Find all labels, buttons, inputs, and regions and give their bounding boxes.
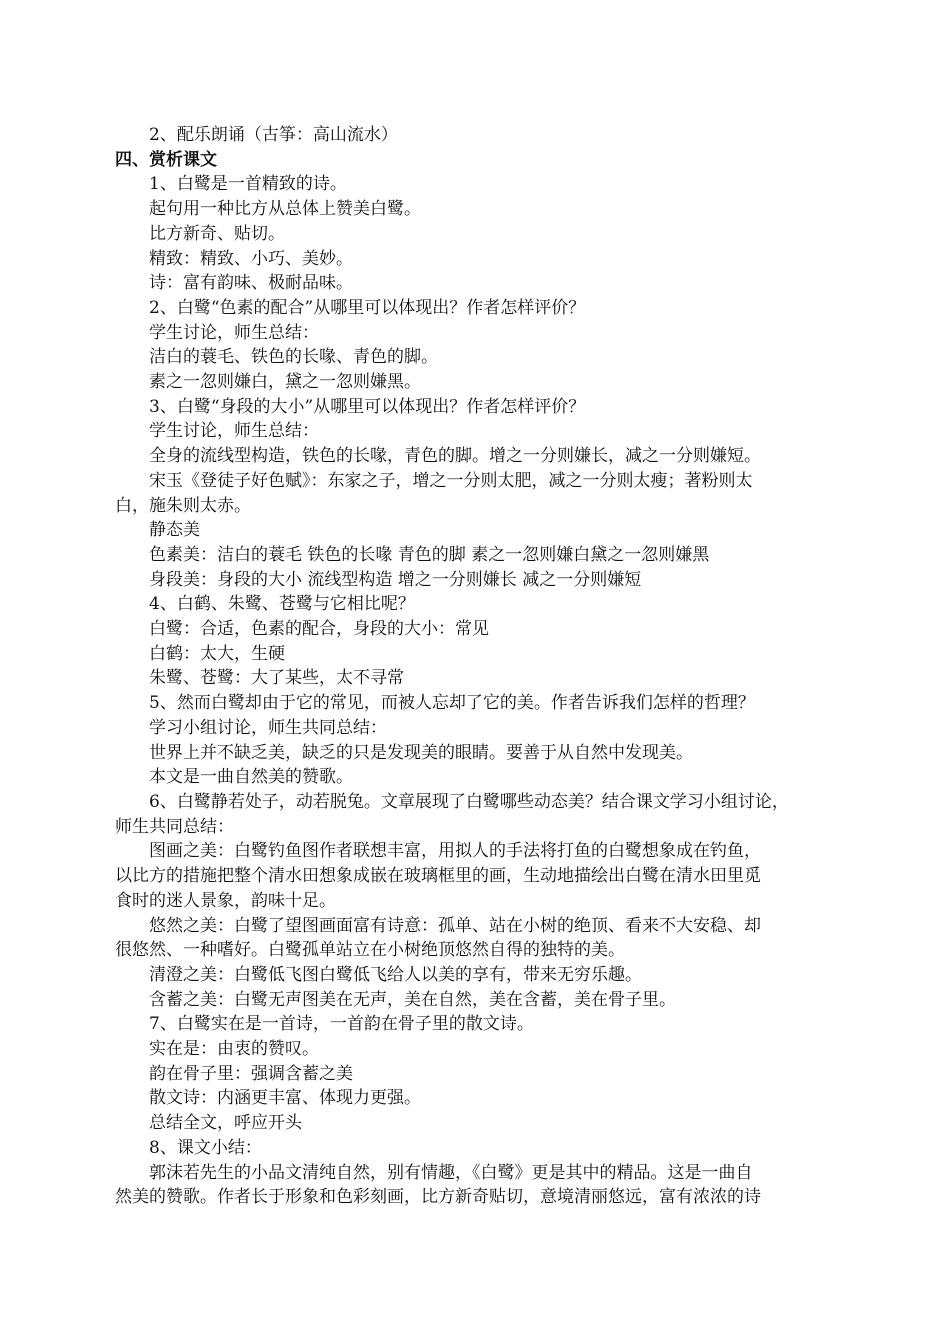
- text-line: 静态美: [149, 520, 200, 541]
- text-line: 本文是一曲自然美的赞歌。: [149, 767, 353, 788]
- text-line: 素之一忽则嫌白，黛之一忽则嫌黑。: [149, 372, 421, 393]
- text-line: 8、课文小结：: [149, 1137, 262, 1158]
- text-line: 洁白的蓑毛、铁色的长喙、青色的脚。: [149, 347, 438, 368]
- text-line: 诗：富有韵味、极耐品味。: [149, 273, 353, 294]
- text-line: 师生共同总结：: [115, 816, 234, 837]
- text-line: 食时的迷人景象，韵味十足。: [115, 890, 336, 911]
- text-line: 色素美：洁白的蓑毛 铁色的长喙 青色的脚 素之一忽则嫌白黛之一忽则嫌黑: [149, 544, 710, 565]
- text-line: 清澄之美：白鹭低飞图白鹭低飞给人以美的享有，带来无穷乐趣。: [149, 964, 642, 985]
- text-line: 白鹤：太大，生硬: [149, 643, 285, 664]
- text-line: 朱鹭、苍鹭：大了某些，太不寻常: [149, 668, 404, 689]
- text-line: 白，施朱则太赤。: [115, 495, 251, 516]
- text-line: 以比方的措施把整个清水田想象成嵌在玻璃框里的画，生动地描绘出白鹭在清水田里觅: [115, 866, 761, 887]
- text-line: 悠然之美：白鹭了望图画面富有诗意：孤单、站在小树的绝顶、看来不大安稳、却: [149, 915, 761, 936]
- document-body: [115, 123, 860, 1210]
- text-line: 图画之美：白鹭钓鱼图作者联想丰富，用拟人的手法将打鱼的白鹭想象成在钓鱼，: [149, 841, 761, 862]
- text-line: 郭沫若先生的小品文清纯自然，别有情趣，《白鹭》更是其中的精品。这是一曲自: [149, 1162, 753, 1183]
- text-line: 很悠然、一种嗜好。白鹭孤单站立在小树绝顶悠然自得的独特的美。: [115, 940, 625, 961]
- text-line: 6、白鹭静若处子，动若脱兔。文章展现了白鹭哪些动态美？结合课文学习小组讨论，: [149, 791, 789, 812]
- text-line: 4、白鹤、朱鹭、苍鹭与它相比呢？: [149, 594, 415, 615]
- text-line: 5、然而白鹭却由于它的常见，而被人忘却了它的美。作者告诉我们怎样的哲理？: [149, 693, 755, 714]
- text-line: 精致：精致、小巧、美妙。: [149, 248, 353, 269]
- text-line: 学习小组讨论，师生共同总结：: [149, 717, 387, 738]
- text-line: 起句用一种比方从总体上赞美白鹭。: [149, 199, 421, 220]
- text-line: 宋玉《登徒子好色赋》：东家之子，增之一分则太肥，减之一分则太瘦；著粉则太: [149, 470, 753, 491]
- text-line: 实在是：由衷的赞叹。: [149, 1039, 319, 1060]
- text-line: 散文诗：内涵更丰富、体现力更强。: [149, 1088, 421, 1109]
- text-line: 白鹭：合适，色素的配合，身段的大小：常见: [149, 619, 489, 640]
- text-line: 比方新奇、贴切。: [149, 223, 285, 244]
- text-line: 世界上并不缺乏美，缺乏的只是发现美的眼睛。要善于从自然中发现美。: [149, 742, 693, 763]
- text-line: 韵在骨子里：强调含蓄之美: [149, 1063, 353, 1084]
- text-line: 2、配乐朗诵（古筝：高山流水）: [149, 125, 398, 145]
- text-line: 学生讨论，师生总结：: [149, 322, 319, 343]
- text-line: 3、白鹭“身段的大小”从哪里可以体现出？作者怎样评价？: [149, 396, 586, 417]
- section-heading: 四、赏析课文: [115, 149, 217, 170]
- text-line: 身段美：身段的大小 流线型构造 增之一分则嫌长 减之一分则嫌短: [149, 569, 642, 590]
- text-line: 总结全文，呼应开头: [149, 1113, 302, 1134]
- text-line: 2、白鹭“色素的配合”从哪里可以体现出？作者怎样评价？: [149, 297, 586, 318]
- text-line: 7、白鹭实在是一首诗，一首韵在骨子里的散文诗。: [149, 1014, 534, 1035]
- text-line: 然美的赞歌。作者长于形象和色彩刻画，比方新奇贴切，意境清丽悠远，富有浓浓的诗: [115, 1187, 761, 1208]
- text-line: 含蓄之美：白鹭无声图美在无声，美在自然，美在含蓄，美在骨子里。: [149, 989, 676, 1010]
- text-line: 学生讨论，师生总结：: [149, 421, 319, 442]
- text-line: 全身的流线型构造，铁色的长喙，青色的脚。增之一分则嫌长，减之一分则嫌短。: [149, 446, 761, 467]
- text-line: 1、白鹭是一首精致的诗。: [149, 174, 347, 195]
